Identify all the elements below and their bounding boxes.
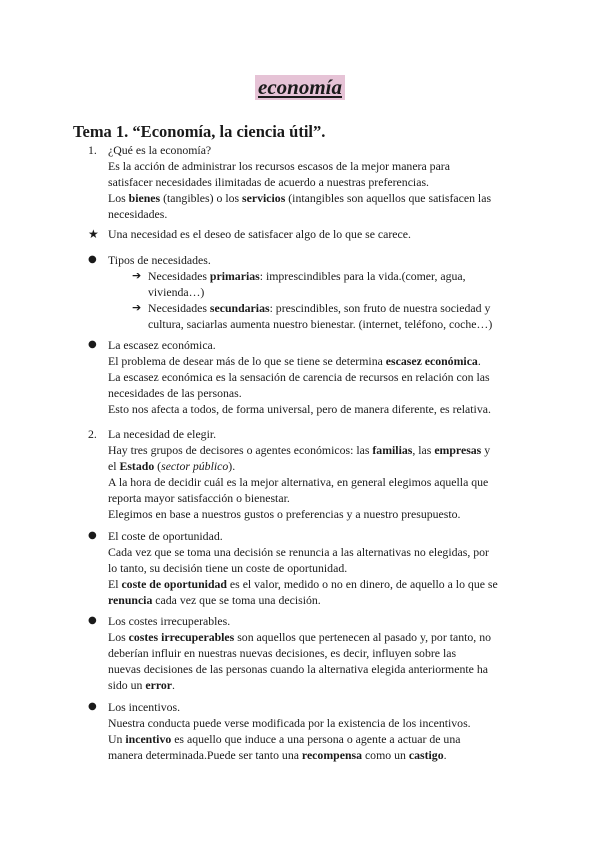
text-line: Necesidades primarias: imprescindibles para la vida.(comer, agua, bbox=[148, 269, 466, 283]
section-types-of-needs bbox=[88, 252, 538, 332]
list-number: 1. bbox=[88, 143, 97, 157]
bold-term: bienes bbox=[128, 191, 161, 205]
text-line: Esto nos afecta a todos, de forma universal, pero de manera diferente, es relativa. bbox=[108, 402, 491, 416]
text-line: Elegimos en base a nuestros gustos o preferencias y a nuestro presupuesto. bbox=[108, 507, 461, 521]
text-line: A la hora de decidir cuál es la mejor alternativa, en general elegimos aquella que bbox=[108, 475, 489, 489]
section-incentives bbox=[88, 699, 538, 763]
bold-term: Estado bbox=[119, 459, 155, 473]
section-need-definition bbox=[88, 226, 538, 242]
bold-term: castigo bbox=[408, 748, 444, 762]
section-heading: Los incentivos. bbox=[108, 700, 181, 714]
title-wrapper bbox=[0, 75, 600, 100]
italic-term: sector público bbox=[161, 459, 229, 473]
text-line: el Estado (sector público). bbox=[108, 459, 236, 473]
text-line: nuevas decisiones de las personas cuando la alternativa elegida anteriormente ha bbox=[108, 662, 488, 676]
section-heading: Los costes irrecuperables. bbox=[108, 614, 231, 628]
text-line: renuncia cada vez que se toma una decisión. bbox=[108, 593, 321, 607]
star-icon: ★ bbox=[88, 227, 99, 241]
bullet-icon: ● bbox=[88, 530, 97, 541]
text-line: Hay tres grupos de decisores o agentes económicos: las familias, las empresas y bbox=[108, 443, 491, 457]
section-heading: Tipos de necesidades. bbox=[108, 253, 211, 267]
section-sunk-costs bbox=[88, 613, 538, 693]
bold-term: renuncia bbox=[108, 593, 153, 607]
text-line: necesidades de las personas. bbox=[108, 386, 242, 400]
text-line: El problema de desear más de lo que se tiene se determina escasez económica. bbox=[108, 354, 481, 368]
section-heading: La escasez económica. bbox=[108, 338, 216, 352]
text-line: vivienda…) bbox=[148, 285, 205, 299]
bullet-icon: ● bbox=[88, 615, 97, 626]
text-line: Es la acción de administrar los recursos escasos de la mejor manera para bbox=[108, 159, 450, 173]
section-heading: ¿Qué es la economía? bbox=[108, 143, 212, 157]
bold-term: costes irrecuperables bbox=[128, 630, 235, 644]
bold-term: secundarias bbox=[209, 301, 270, 315]
text-line: Cada vez que se toma una decisión se renuncia a las alternativas no elegidas, por bbox=[108, 545, 489, 559]
sub-item-primary bbox=[132, 268, 538, 300]
bold-term: servicios bbox=[242, 191, 286, 205]
section-heading: El coste de oportunidad. bbox=[108, 529, 223, 543]
section-scarcity bbox=[88, 337, 538, 417]
text-line: reporta mayor satisfacción o bienestar. bbox=[108, 491, 290, 505]
page-title: economía bbox=[255, 75, 345, 100]
sub-item-secondary bbox=[132, 300, 538, 332]
arrow-icon: ➔ bbox=[132, 301, 142, 314]
text-line: Los bienes (tangibles) o los servicios (intangibles son aquellos que satisfacen las bbox=[108, 191, 492, 205]
text-line: necesidades. bbox=[108, 207, 168, 221]
list-number: 2. bbox=[88, 427, 97, 441]
topic-heading: Tema 1. “Economía, la ciencia útil”. bbox=[73, 122, 326, 141]
bold-term: primarias bbox=[209, 269, 260, 283]
bold-term: escasez económica bbox=[385, 354, 478, 368]
text-line: El coste de oportunidad es el valor, medido o no en dinero, de aquello a lo que se bbox=[108, 577, 498, 591]
text-line: lo tanto, su decisión tiene un coste de oportunidad. bbox=[108, 561, 348, 575]
arrow-icon: ➔ bbox=[132, 269, 142, 282]
bold-term: error bbox=[145, 678, 173, 692]
text-line: La escasez económica es la sensación de carencia de recursos en relación con las bbox=[108, 370, 490, 384]
section-heading: La necesidad de elegir. bbox=[108, 427, 217, 441]
section-opportunity-cost bbox=[88, 528, 538, 608]
bullet-icon: ● bbox=[88, 254, 97, 265]
text-line: Una necesidad es el deseo de satisfacer algo de lo que se carece. bbox=[108, 227, 411, 241]
text-line: manera determinada.Puede ser tanto una recompensa como un castigo. bbox=[108, 748, 447, 762]
text-line: Un incentivo es aquello que induce a una persona o agente a actuar de una bbox=[108, 732, 461, 746]
text-line: deberían influir en nuestras nuevas decisiones, es decir, influyen sobre las bbox=[108, 646, 457, 660]
bold-term: empresas bbox=[434, 443, 482, 457]
section-need-to-choose bbox=[88, 426, 538, 522]
bullet-icon: ● bbox=[88, 339, 97, 350]
bold-term: coste de oportunidad bbox=[121, 577, 227, 591]
text-line: Los costes irrecuperables son aquellos que pertenecen al pasado y, por tanto, no bbox=[108, 630, 491, 644]
bold-term: familias bbox=[372, 443, 413, 457]
bullet-icon: ● bbox=[88, 701, 97, 712]
text-line: Necesidades secundarias: prescindibles, son fruto de nuestra sociedad y bbox=[148, 301, 491, 315]
bold-term: recompensa bbox=[301, 748, 362, 762]
text-line: sido un error. bbox=[108, 678, 175, 692]
bold-term: incentivo bbox=[125, 732, 172, 746]
text-line: satisfacer necesidades ilimitadas de acuerdo a nuestras preferencias. bbox=[108, 175, 429, 189]
text-line: Nuestra conducta puede verse modificada por la existencia de los incentivos. bbox=[108, 716, 471, 730]
section-what-is-economy bbox=[88, 142, 538, 222]
text-line: cultura, saciarlas aumenta nuestro bienestar. (internet, teléfono, coche…) bbox=[148, 317, 493, 331]
